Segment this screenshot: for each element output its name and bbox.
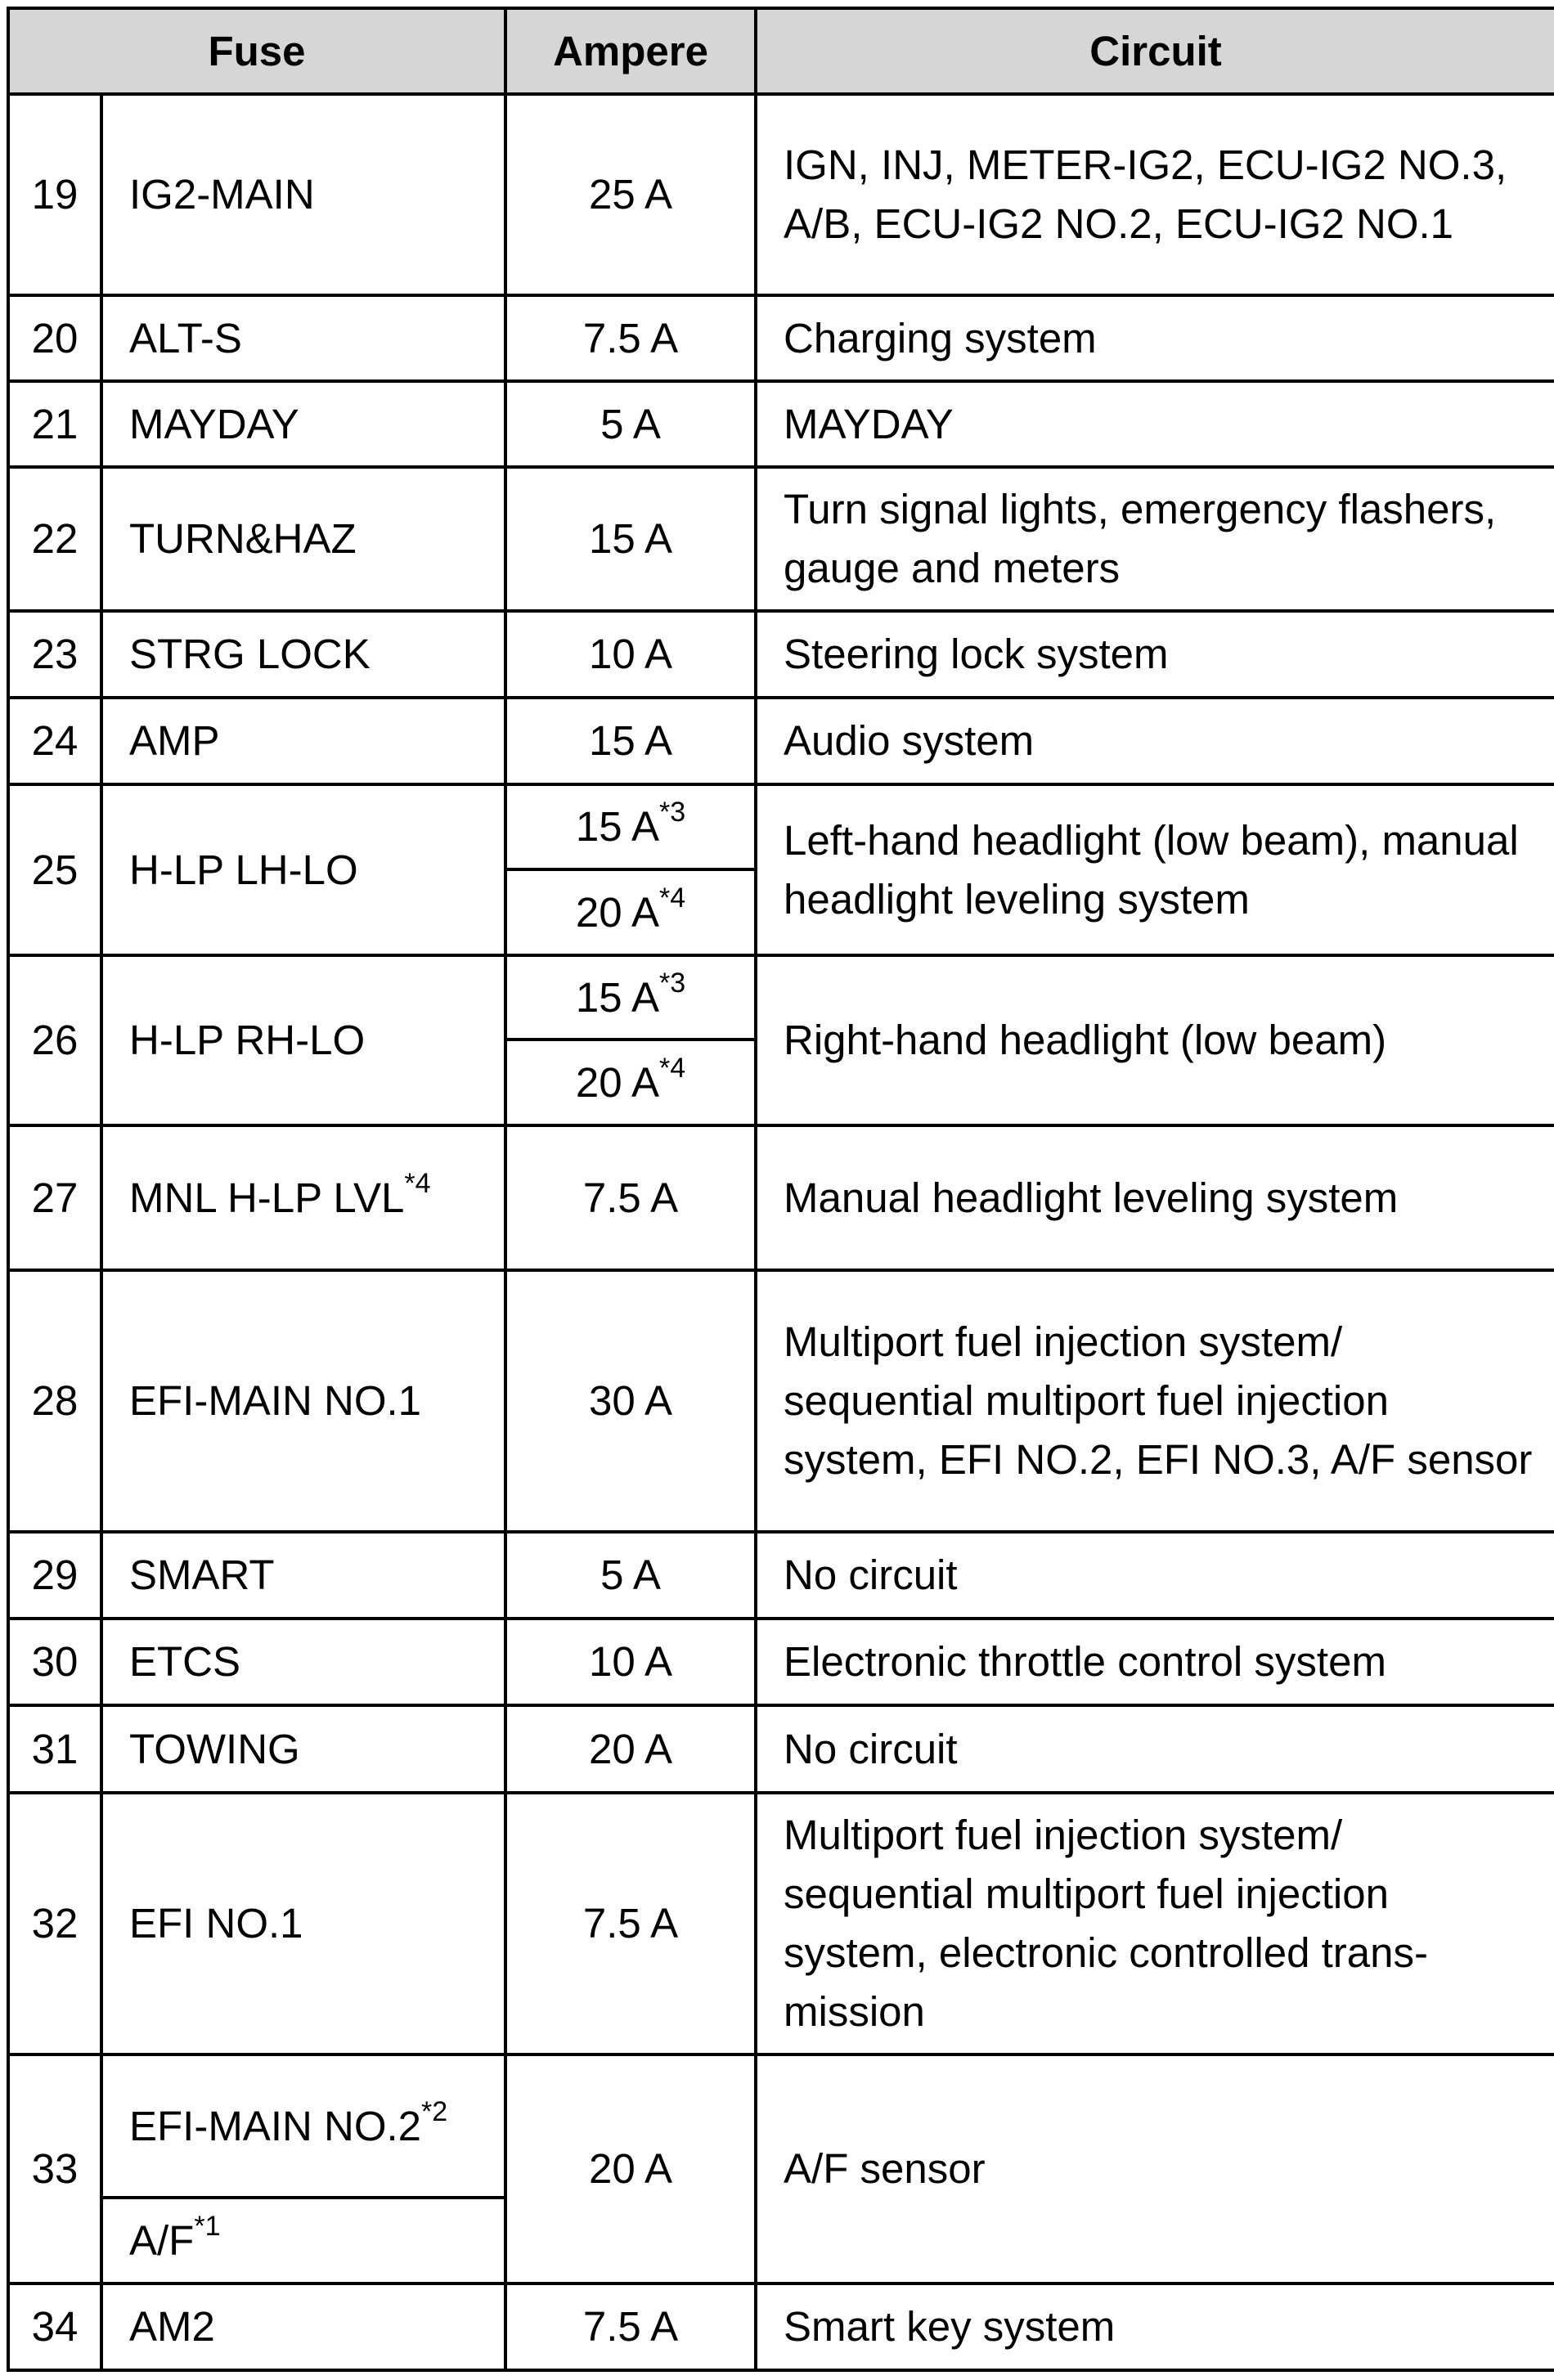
fuse-ampere: 7.5 A xyxy=(505,2283,756,2370)
fuse-number: 20 xyxy=(8,295,101,381)
fuse-name-text: EFI-MAIN NO.2 xyxy=(129,2102,422,2149)
table-row xyxy=(8,1793,1554,2054)
fuse-circuit: Electronic throttle control system xyxy=(756,1619,1554,1705)
fuse-name-text: A/F xyxy=(129,2216,195,2264)
fuse-ampere: 10 A xyxy=(505,611,756,698)
fuse-ampere: 10 A xyxy=(505,1619,756,1705)
fuse-number: 25 xyxy=(8,784,101,955)
fuse-name: MAYDAY xyxy=(101,381,505,467)
fuse-number: 24 xyxy=(8,698,101,784)
fuse-ampere: 7.5 A xyxy=(505,1125,756,1270)
fuse-circuit: Left-hand headlight (low beam), manual headlight leveling system xyxy=(756,784,1554,955)
fuse-circuit: Charging system xyxy=(756,295,1554,381)
fuse-circuit: Multiport fuel injection system/ sequential multiport fuel injection system, EFI NO.2, EFI NO.3, A/F sensor xyxy=(756,1270,1554,1532)
fuse-number: 26 xyxy=(8,955,101,1125)
footnote-marker: *2 xyxy=(421,2095,448,2127)
table-row xyxy=(8,698,1554,784)
footnote-marker: *3 xyxy=(659,797,686,828)
fuse-table xyxy=(7,7,1554,2372)
fuse-ampere: 5 A xyxy=(505,381,756,467)
table-row xyxy=(8,1125,1554,1270)
table-row xyxy=(8,2054,1554,2198)
table-row xyxy=(8,381,1554,467)
fuse-number: 30 xyxy=(8,1619,101,1705)
fuse-ampere: 25 A xyxy=(505,94,756,295)
fuse-circuit: MAYDAY xyxy=(756,381,1554,467)
table-row xyxy=(8,1270,1554,1532)
fuse-name: ALT-S xyxy=(101,295,505,381)
fuse-circuit: Right-hand headlight (low beam) xyxy=(756,955,1554,1125)
fuse-circuit: Smart key system xyxy=(756,2283,1554,2370)
fuse-number: 34 xyxy=(8,2283,101,2370)
footnote-marker: *3 xyxy=(659,967,686,999)
ampere-value: 20 A xyxy=(575,1058,659,1106)
fuse-circuit: A/F sensor xyxy=(756,2054,1554,2283)
fuse-ampere: 5 A xyxy=(505,1532,756,1619)
fuse-name-text: MNL H-LP LVL xyxy=(129,1174,405,1221)
table-row xyxy=(8,955,1554,1040)
fuse-number: 29 xyxy=(8,1532,101,1619)
fuse-number: 19 xyxy=(8,94,101,295)
fuse-ampere-variant xyxy=(505,955,756,1040)
fuse-ampere-variant xyxy=(505,784,756,869)
fuse-ampere: 15 A xyxy=(505,467,756,611)
fuse-number: 27 xyxy=(8,1125,101,1270)
header-ampere: Ampere xyxy=(505,8,756,94)
fuse-number: 31 xyxy=(8,1705,101,1793)
footnote-marker: *4 xyxy=(659,1052,686,1084)
footnote-marker: *4 xyxy=(659,882,686,914)
fuse-ampere-variant xyxy=(505,869,756,955)
fuse-name: EFI-MAIN NO.1 xyxy=(101,1270,505,1532)
footnote-marker: *4 xyxy=(404,1167,431,1199)
fuse-name xyxy=(101,1125,505,1270)
fuse-name: SMART xyxy=(101,1532,505,1619)
fuse-name xyxy=(101,2198,505,2283)
table-row xyxy=(8,1532,1554,1619)
ampere-value: 15 A xyxy=(575,973,659,1021)
fuse-ampere: 7.5 A xyxy=(505,295,756,381)
fuse-name: ETCS xyxy=(101,1619,505,1705)
table-row xyxy=(8,2283,1554,2370)
table-row xyxy=(8,611,1554,698)
fuse-ampere: 20 A xyxy=(505,1705,756,1793)
table-row xyxy=(8,1705,1554,1793)
table-row xyxy=(8,94,1554,295)
fuse-name: AM2 xyxy=(101,2283,505,2370)
fuse-ampere: 30 A xyxy=(505,1270,756,1532)
fuse-circuit: Manual headlight leveling system xyxy=(756,1125,1554,1270)
fuse-name: STRG LOCK xyxy=(101,611,505,698)
fuse-circuit: Multiport fuel injection system/ sequential multiport fuel injection system, electronic controlled trans-mission xyxy=(756,1793,1554,2054)
fuse-name: H-LP RH-LO xyxy=(101,955,505,1125)
table-row xyxy=(8,1619,1554,1705)
fuse-circuit: IGN, INJ, METER-IG2, ECU-IG2 NO.3, A/B, ECU-IG2 NO.2, ECU-IG2 NO.1 xyxy=(756,94,1554,295)
fuse-name xyxy=(101,2054,505,2198)
fuse-name: TOWING xyxy=(101,1705,505,1793)
fuse-ampere: 15 A xyxy=(505,698,756,784)
fuse-circuit: No circuit xyxy=(756,1532,1554,1619)
header-circuit: Circuit xyxy=(756,8,1554,94)
fuse-number: 21 xyxy=(8,381,101,467)
ampere-value: 15 A xyxy=(575,803,659,850)
fuse-circuit: No circuit xyxy=(756,1705,1554,1793)
table-row xyxy=(8,295,1554,381)
fuse-number: 22 xyxy=(8,467,101,611)
header-fuse: Fuse xyxy=(8,8,505,94)
fuse-name: EFI NO.1 xyxy=(101,1793,505,2054)
fuse-number: 33 xyxy=(8,2054,101,2283)
fuse-number: 32 xyxy=(8,1793,101,2054)
fuse-name: AMP xyxy=(101,698,505,784)
fuse-number: 28 xyxy=(8,1270,101,1532)
footnote-marker: *1 xyxy=(194,2210,221,2242)
fuse-circuit: Audio system xyxy=(756,698,1554,784)
fuse-circuit: Steering lock system xyxy=(756,611,1554,698)
table-row xyxy=(8,467,1554,611)
fuse-name: IG2-MAIN xyxy=(101,94,505,295)
fuse-name: H-LP LH-LO xyxy=(101,784,505,955)
fuse-number: 23 xyxy=(8,611,101,698)
fuse-name: TURN&HAZ xyxy=(101,467,505,611)
header-row xyxy=(8,8,1554,94)
table-row xyxy=(8,784,1554,869)
fuse-ampere-variant xyxy=(505,1040,756,1125)
ampere-value: 20 A xyxy=(575,888,659,936)
fuse-circuit: Turn signal lights, emergency flashers, gauge and meters xyxy=(756,467,1554,611)
fuse-ampere: 20 A xyxy=(505,2054,756,2283)
fuse-ampere: 7.5 A xyxy=(505,1793,756,2054)
